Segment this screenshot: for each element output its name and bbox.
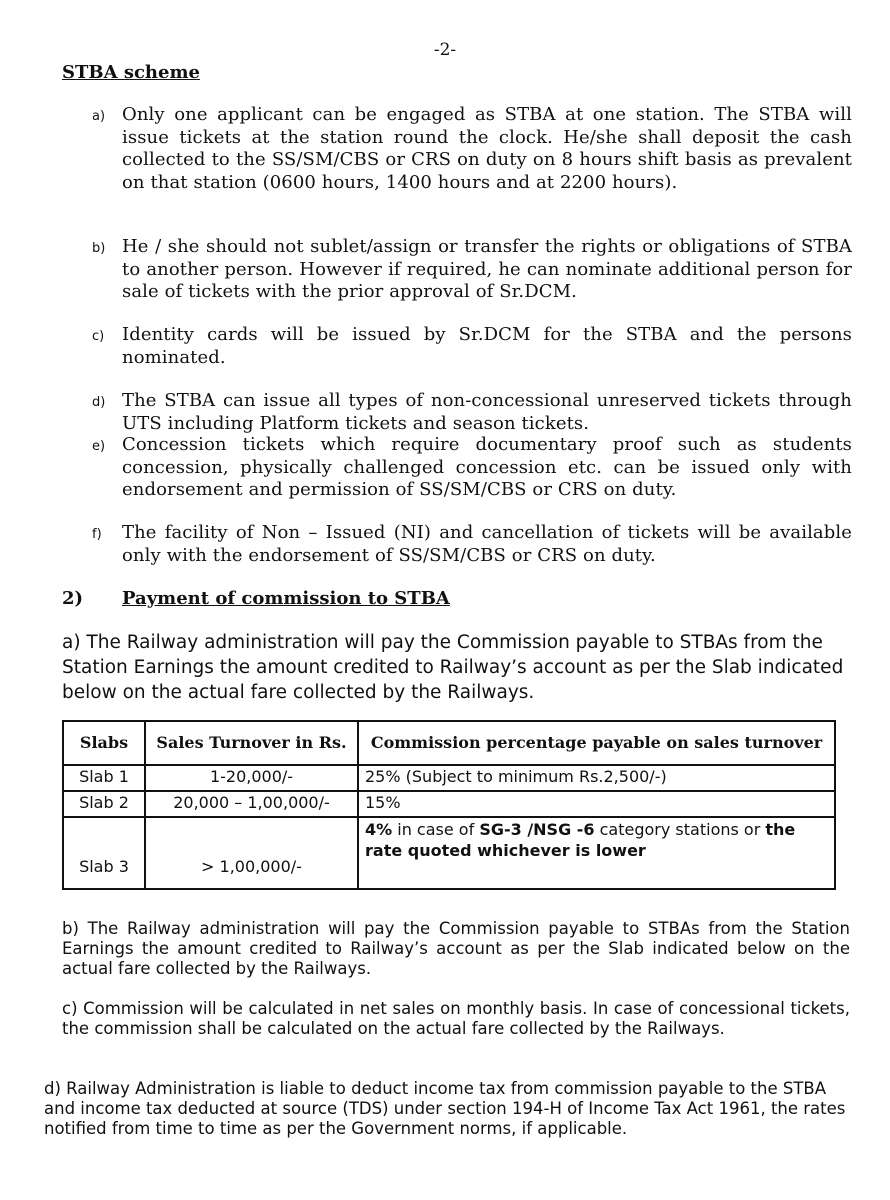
turnover-cell: 1-20,000/- xyxy=(145,765,358,791)
list-item-text: He / she should not sublet/assign or transfer the rights or obligations of STBA to another person. However if required, he can nominate additional person for sale of tickets with the prior approval of Sr.DCM. xyxy=(122,236,852,302)
slab-cell: Slab 3 xyxy=(63,817,145,889)
list-item-label: d) xyxy=(92,395,106,410)
commission-cell: 25% (Subject to minimum Rs.2,500/-) xyxy=(358,765,835,791)
section-title: Payment of commission to STBA xyxy=(122,588,450,609)
list-item-text: Only one applicant can be engaged as STBA at one station. The STBA will issue tickets at the station round the clock. He/she shall deposit the cash collected to the SS/SM/CBS or CRS on duty on 8 hours shift basis as prevalent on that station (0600 hours, 1400 hours and at 2200 hours). xyxy=(122,104,852,193)
paragraph-a: a) The Railway administration will pay the Commission payable to STBAs from the Station Earnings the amount credited to Railway’s account as per the Slab indicated below on the actual fare collected by the Railways. xyxy=(62,632,844,703)
list-item-text: The facility of Non – Issued (NI) and cancellation of tickets will be available only with the endorsement of SS/SM/CBS or CRS on duty. xyxy=(122,522,852,566)
list-item-f xyxy=(92,522,852,567)
list-item-text: Identity cards will be issued by Sr.DCM for the STBA and the persons nominated. xyxy=(122,324,852,368)
rate-quoted-text: the rate quoted whichever is lower xyxy=(365,820,796,860)
list-item-text: The STBA can issue all types of non-concessional unreserved tickets through UTS including Platform tickets and season tickets. xyxy=(122,390,852,434)
table-header-row xyxy=(63,721,835,765)
section-number: 2) xyxy=(62,588,84,609)
list-item-label: f) xyxy=(92,527,102,542)
list-item-d xyxy=(92,390,852,435)
turnover-cell: 20,000 – 1,00,000/- xyxy=(145,791,358,817)
commission-rate: 4% xyxy=(365,820,393,839)
table-row xyxy=(63,765,835,791)
table-row xyxy=(63,791,835,817)
paragraph-c: c) Commission will be calculated in net sales on monthly basis. In case of concessional tickets, the commission shall be calculated on the actual fare collected by the Railways. xyxy=(62,999,850,1038)
list-item-c xyxy=(92,324,852,369)
commission-text: in case of xyxy=(392,820,480,839)
commission-text: category stations or xyxy=(594,820,766,839)
list-item-e xyxy=(92,434,852,502)
commission-cell xyxy=(358,817,835,889)
list-item-a xyxy=(92,104,852,194)
list-item-label: c) xyxy=(92,329,105,344)
table-row xyxy=(63,817,835,889)
commission-cell: 15% xyxy=(358,791,835,817)
list-item-label: a) xyxy=(92,109,106,124)
slab-cell: Slab 2 xyxy=(63,791,145,817)
list-item-label: e) xyxy=(92,439,106,454)
turnover-cell: > 1,00,000/- xyxy=(145,817,358,889)
slab-cell: Slab 1 xyxy=(63,765,145,791)
column-header-slabs: Slabs xyxy=(63,721,145,765)
list-item-text: Concession tickets which require documentary proof such as students concession, physically challenged concession etc. can be issued only with endorsement and permission of SS/SM/CBS or CRS on duty. xyxy=(122,434,852,500)
section-2-heading xyxy=(62,588,450,609)
column-header-commission: Commission percentage payable on sales turnover xyxy=(358,721,835,765)
paragraph-b: b) The Railway administration will pay the Commission payable to STBAs from the Station Earnings the amount credited to Railway’s account as per the Slab indicated below on the actual fare collected by the Railways. xyxy=(62,919,850,978)
paragraph-d: d) Railway Administration is liable to deduct income tax from commission payable to the STBA and income tax deducted at source (TDS) under section 194-H of Income Tax Act 1961, the rates notified from time to time as per the Government norms, if applicable. xyxy=(44,1079,846,1138)
list-item-b xyxy=(92,236,852,304)
section-heading-stba-scheme: STBA scheme xyxy=(62,62,200,83)
page-number: -2- xyxy=(433,40,457,60)
commission-slab-table xyxy=(62,720,836,890)
list-item-label: b) xyxy=(92,241,106,256)
column-header-turnover: Sales Turnover in Rs. xyxy=(145,721,358,765)
category-text: SG-3 /NSG -6 xyxy=(479,820,595,839)
